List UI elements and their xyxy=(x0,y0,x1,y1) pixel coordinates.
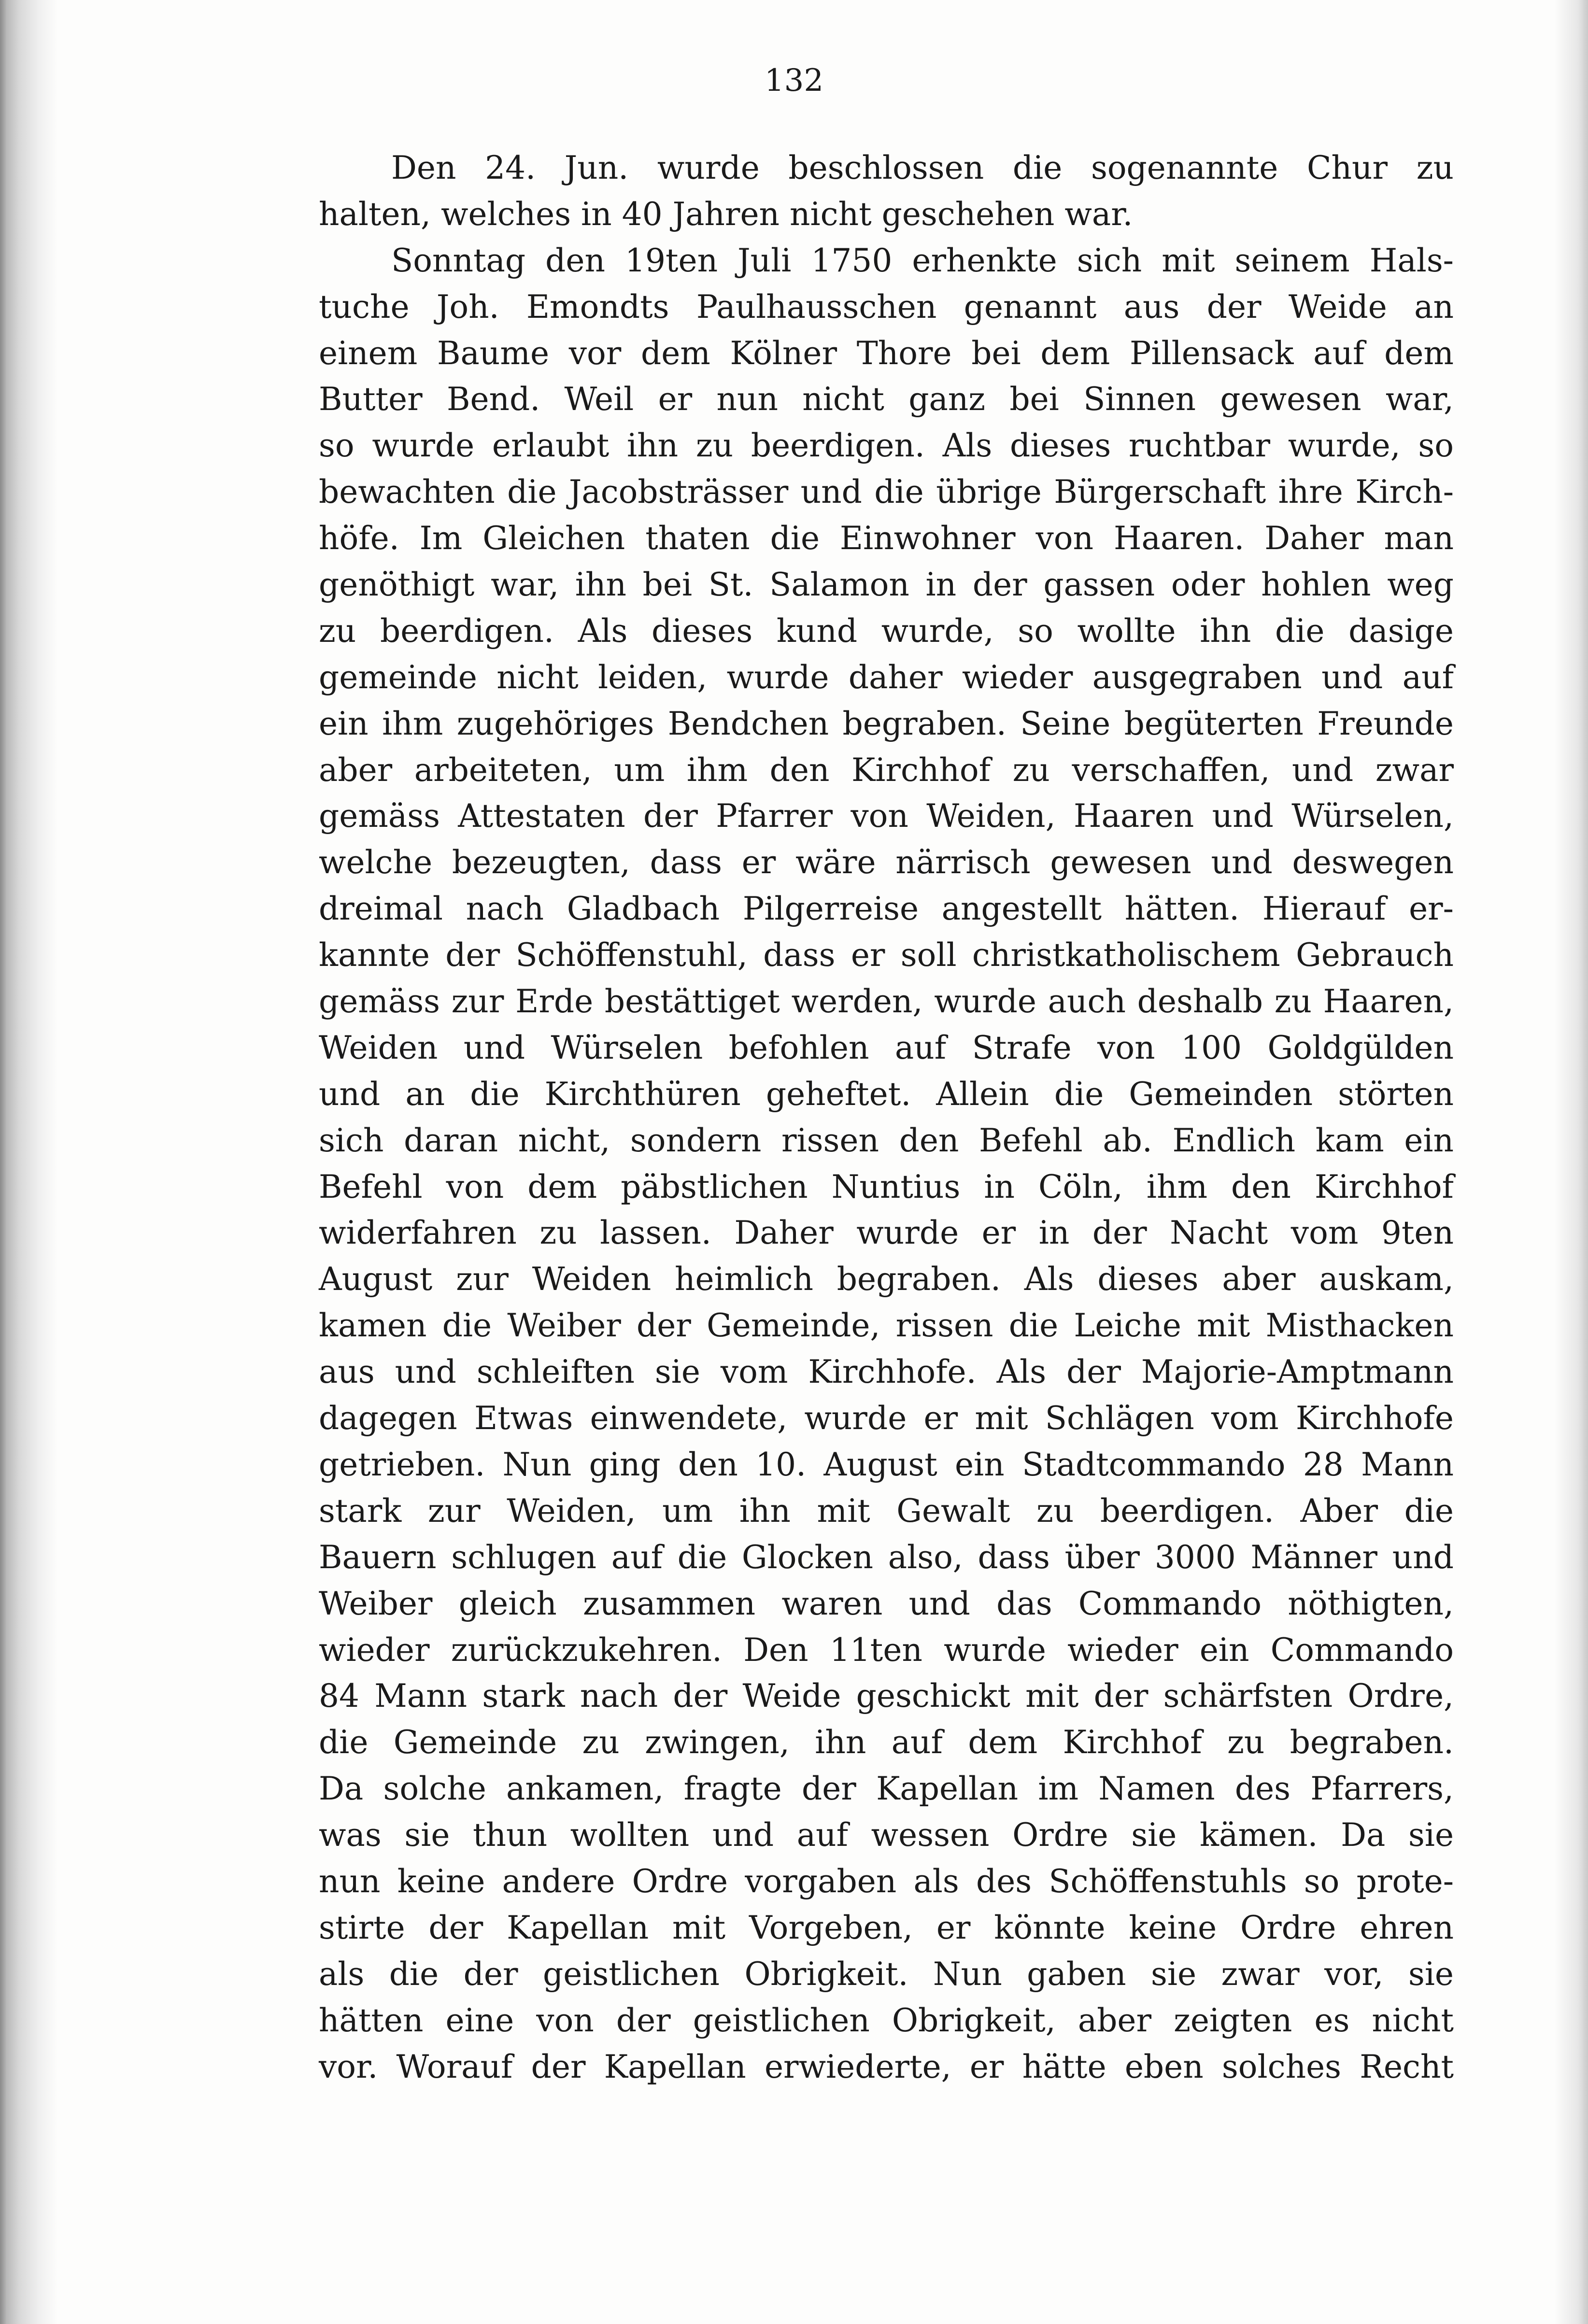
text-line: tuche Joh. Emondts Paulhausschen genannt aus der Weide an xyxy=(319,288,1454,326)
text-line: kamen die Weiber der Gemeinde, rissen die Leiche mit Misthacken xyxy=(319,1307,1454,1345)
text-line: aber arbeiteten, um ihm den Kirchhof zu verschaffen, und zwar xyxy=(319,751,1454,789)
text-line: Sonntag den 19ten Juli 1750 erhenkte sich mit seinem Hals- xyxy=(391,241,1454,279)
text-line: dreimal nach Gladbach Pilgerreise angestellt hätten. Hierauf er- xyxy=(319,890,1454,928)
text-line: Butter Bend. Weil er nun nicht ganz bei Sinnen gewesen war, xyxy=(319,381,1454,418)
text-line: so wurde erlaubt ihn zu beerdigen. Als dieses ruchtbar wurde, so xyxy=(319,427,1454,465)
text-line: die Gemeinde zu zwingen, ihn auf dem Kirchhof zu begraben. xyxy=(319,1724,1454,1761)
text-line: gemäss zur Erde bestättiget werden, wurde auch deshalb zu Haaren, xyxy=(319,983,1454,1020)
body-text xyxy=(319,145,1454,2090)
text-line: Da solche ankamen, fragte der Kapellan im Namen des Pfarrers, xyxy=(319,1770,1454,1808)
text-line: ein ihm zugehöriges Bendchen begraben. Seine begüterten Freunde xyxy=(319,705,1454,742)
text-line: halten, welches in 40 Jahren nicht geschehen war. xyxy=(319,195,1133,233)
text-line: aus und schleiften sie vom Kirchhofe. Als der Majorie-Amptmann xyxy=(319,1353,1454,1391)
page-number: 132 xyxy=(764,63,824,99)
text-line: August zur Weiden heimlich begraben. Als dieses aber auskam, xyxy=(319,1261,1454,1298)
text-line: wieder zurückzukehren. Den 11ten wurde wieder ein Commando xyxy=(319,1631,1454,1669)
text-line: kannte der Schöffenstuhl, dass er soll christkatholischem Gebrauch xyxy=(319,936,1454,974)
text-line: welche bezeugten, dass er wäre närrisch gewesen und deswegen xyxy=(319,844,1454,881)
text-line: hätten eine von der geistlichen Obrigkeit, aber zeigten es nicht xyxy=(319,2001,1454,2039)
text-line: stark zur Weiden, um ihn mit Gewalt zu beerdigen. Aber die xyxy=(319,1492,1454,1530)
text-line: vor. Worauf der Kapellan erwiederte, er hätte eben solches Recht xyxy=(319,2048,1454,2085)
text-line: Weiden und Würselen befohlen auf Strafe von 100 Goldgülden xyxy=(319,1029,1454,1066)
text-line: als die der geistlichen Obrigkeit. Nun gaben sie zwar vor, sie xyxy=(319,1955,1454,1993)
text-line: und an die Kirchthüren geheftet. Allein die Gemeinden störten xyxy=(319,1075,1454,1113)
text-line: getrieben. Nun ging den 10. August ein Stadtcommando 28 Mann xyxy=(319,1445,1454,1483)
text-line: höfe. Im Gleichen thaten die Einwohner von Haaren. Daher man xyxy=(319,520,1454,557)
text-line: gemeinde nicht leiden, wurde daher wieder ausgegraben und auf xyxy=(319,658,1454,696)
text-line: Den 24. Jun. wurde beschlossen die sogenannte Chur zu xyxy=(391,149,1454,186)
text-line: genöthigt war, ihn bei St. Salamon in der gassen oder hohlen weg xyxy=(319,566,1454,604)
text-line: einem Baume vor dem Kölner Thore bei dem Pillensack auf dem xyxy=(319,334,1454,372)
text-line: bewachten die Jacobsträsser und die übrige Bürgerschaft ihre Kirch- xyxy=(319,473,1454,511)
text-line: widerfahren zu lassen. Daher wurde er in der Nacht vom 9ten xyxy=(319,1214,1454,1252)
text-line: sich daran nicht, sondern rissen den Befehl ab. Endlich kam ein xyxy=(319,1121,1454,1159)
text-line: stirte der Kapellan mit Vorgeben, er könnte keine Ordre ehren xyxy=(319,1909,1454,1946)
text-line: 84 Mann stark nach der Weide geschickt mit der schärfsten Ordre, xyxy=(319,1677,1454,1715)
text-line: gemäss Attestaten der Pfarrer von Weiden, Haaren und Würselen, xyxy=(319,797,1454,835)
text-line: nun keine andere Ordre vorgaben als des Schöffenstuhls so prote- xyxy=(319,1862,1454,1900)
text-line: Weiber gleich zusammen waren und das Commando nöthigten, xyxy=(319,1585,1454,1622)
text-line: zu beerdigen. Als dieses kund wurde, so wollte ihn die dasige xyxy=(319,612,1454,650)
text-line: Bauern schlugen auf die Glocken also, dass über 3000 Männer und xyxy=(319,1538,1454,1576)
page-edge-shadow xyxy=(1554,0,1588,2324)
text-line: was sie thun wollten und auf wessen Ordre sie kämen. Da sie xyxy=(319,1816,1454,1854)
text-line: Befehl von dem päbstlichen Nuntius in Cöln, ihm den Kirchhof xyxy=(319,1168,1454,1205)
binding-shadow xyxy=(0,0,58,2324)
text-line: dagegen Etwas einwendete, wurde er mit Schlägen vom Kirchhofe xyxy=(319,1400,1454,1437)
